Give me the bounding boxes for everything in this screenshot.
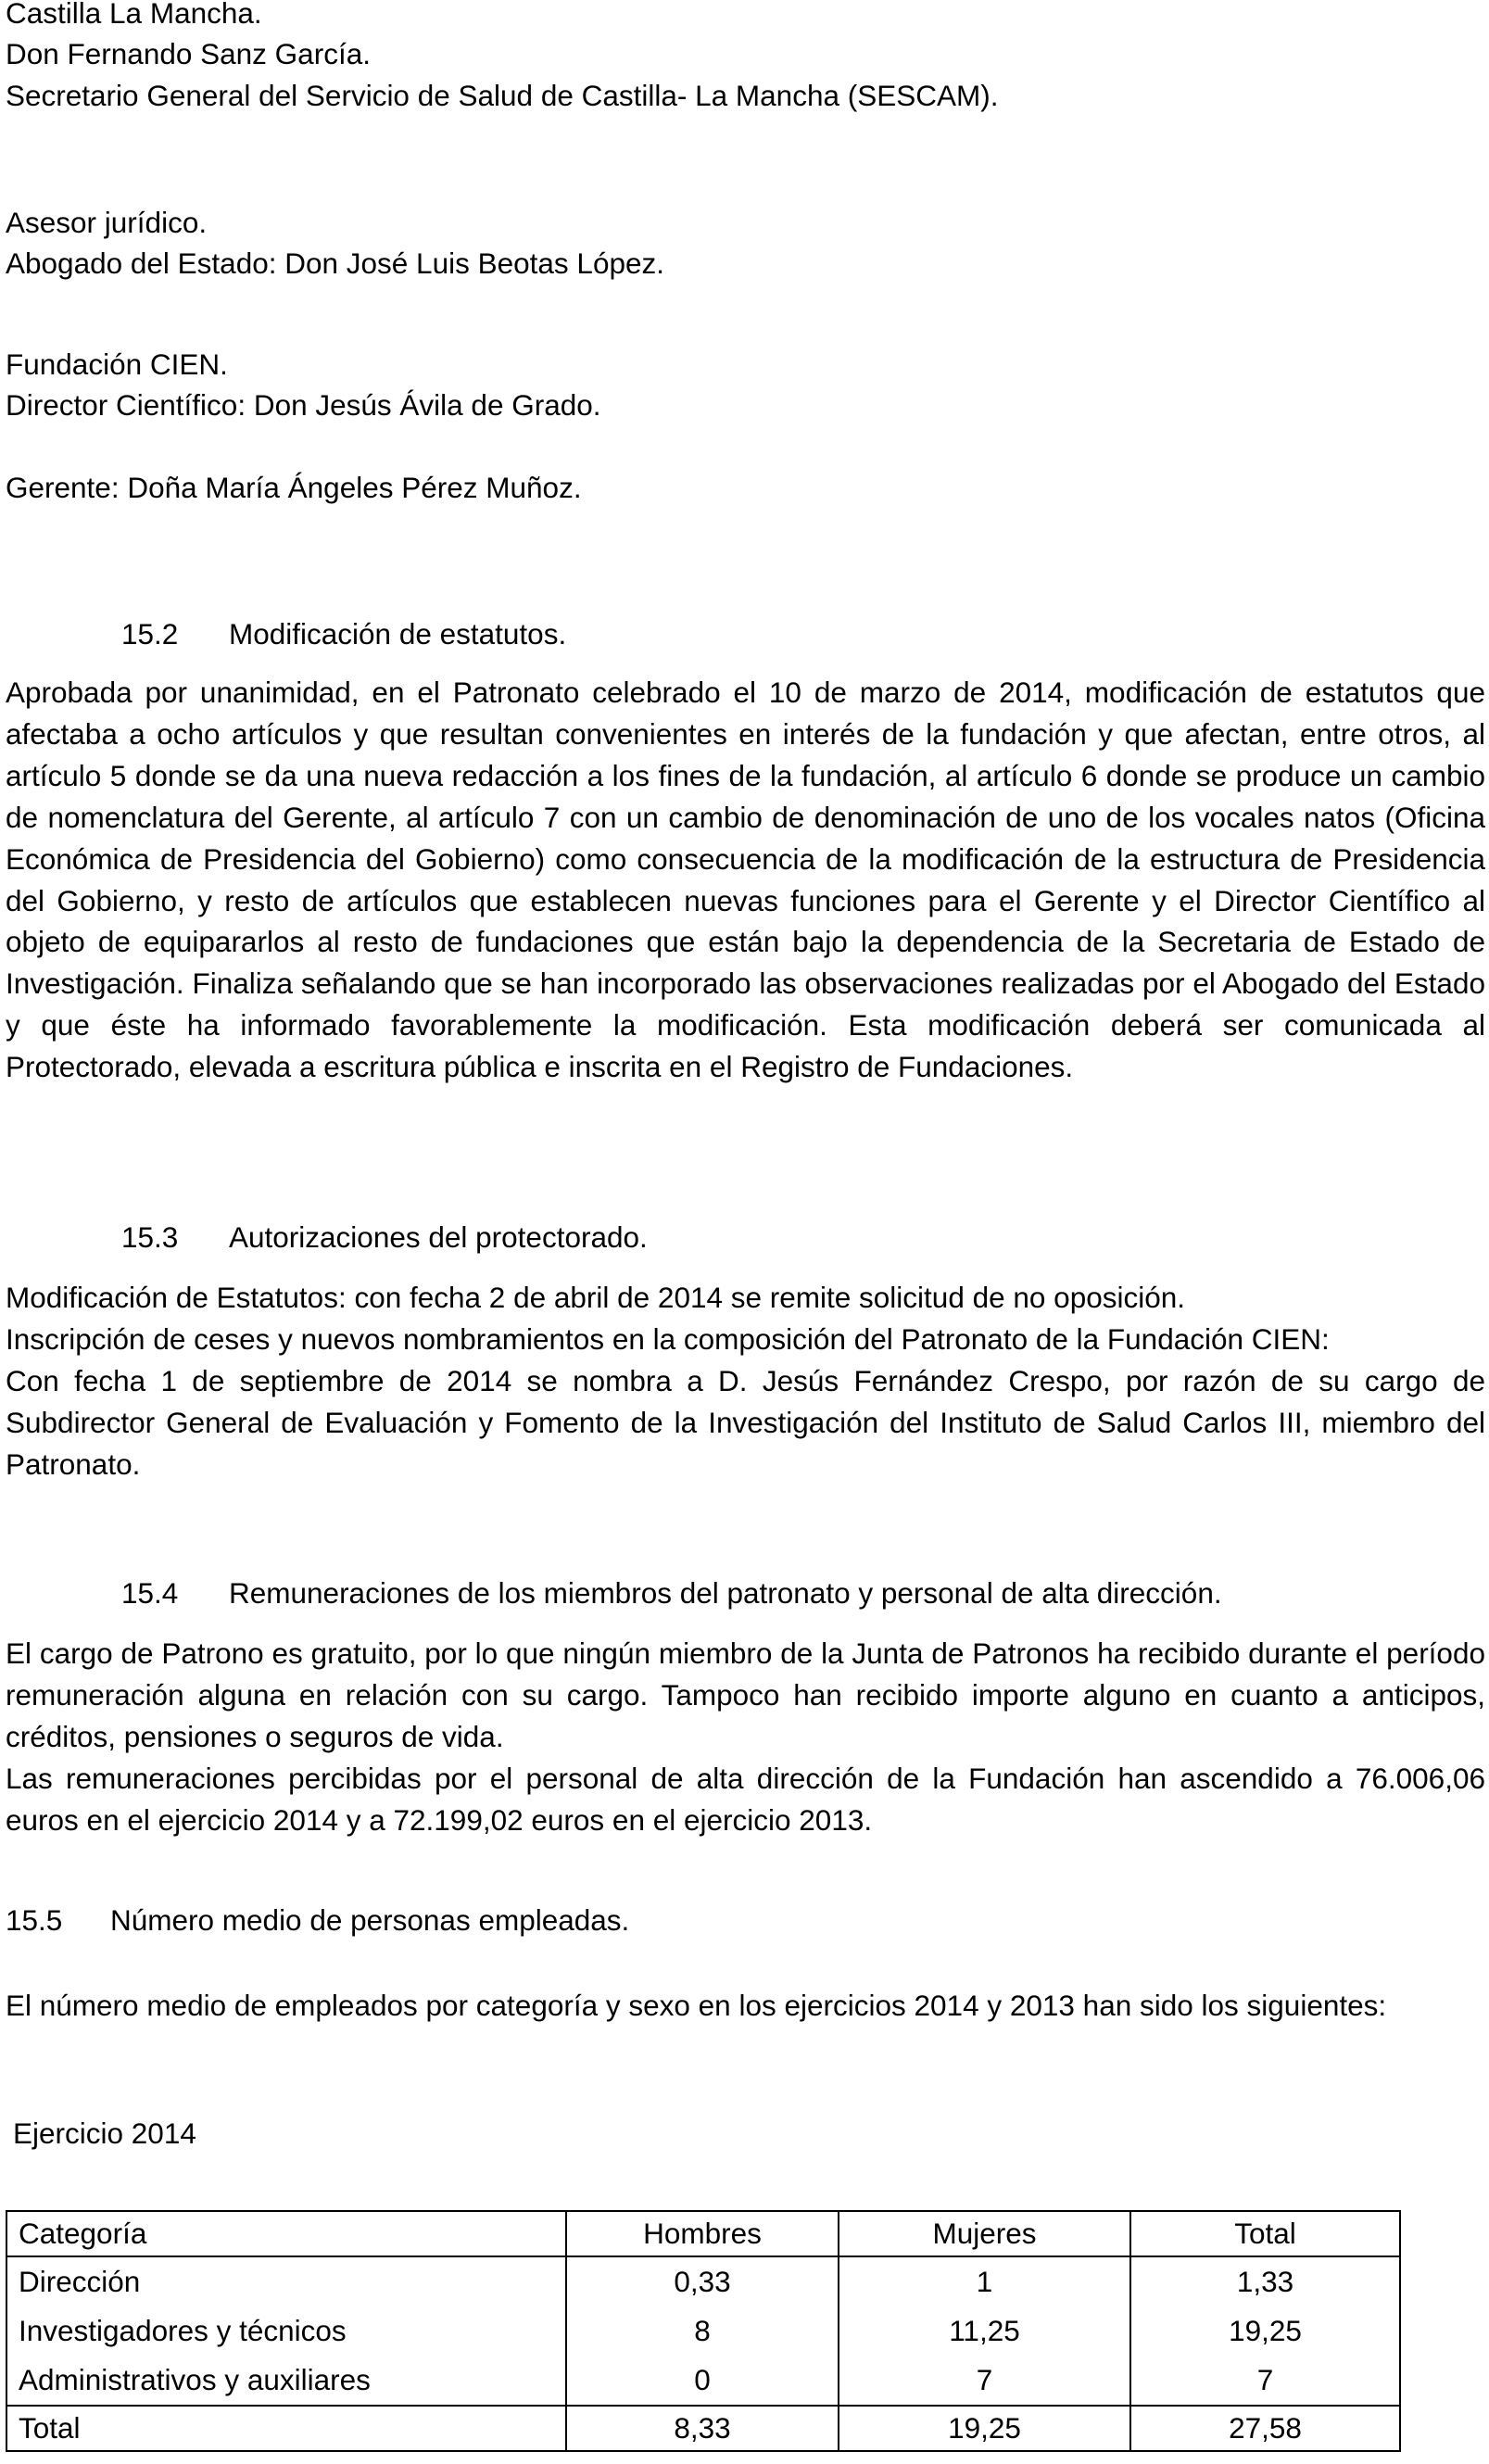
- table-header-cell: Total: [1130, 2211, 1400, 2256]
- paragraph-text: Modificación de Estatutos: con fecha 2 de abril de 2014 se remite solicitud de no oposición.: [6, 1281, 1186, 1314]
- table-cell: 1,33: [1130, 2256, 1400, 2306]
- employees-table: [6, 2210, 1401, 2452]
- paragraph: [6, 1277, 1485, 1485]
- table-cell: Dirección: [6, 2256, 566, 2306]
- table-header-row: [6, 2211, 1400, 2256]
- table-cell: Investigadores y técnicos: [6, 2306, 566, 2356]
- table-cell: 0: [566, 2356, 839, 2406]
- paragraph-text: Inscripción de ceses y nuevos nombramientos en la composición del Patronato de la Fundación CIEN:: [6, 1321, 1330, 1356]
- fundacion-title: Fundación CIEN.: [6, 347, 228, 381]
- section-title: Número medio de personas empleadas.: [110, 1903, 630, 1937]
- paragraph: [6, 1985, 1485, 2027]
- paragraph: [6, 672, 1485, 1088]
- table-header-cell: Mujeres: [839, 2211, 1130, 2256]
- paragraph: [6, 1633, 1485, 1841]
- section-title: Remuneraciones de los miembros del patronato y personal de alta dirección.: [229, 1576, 1222, 1610]
- table-cell: 0,33: [566, 2256, 839, 2306]
- table-total-cell: 8,33: [566, 2406, 839, 2451]
- fundacion-director: Director Científico: Don Jesús Ávila de Grado.: [6, 388, 601, 422]
- fundacion-gerente: Gerente: Doña María Ángeles Pérez Muñoz.: [6, 471, 582, 504]
- asesor-name: Abogado del Estado: Don José Luis Beotas López.: [6, 246, 664, 280]
- table-cell: 7: [839, 2356, 1130, 2406]
- paragraph-text: Con fecha 1 de septiembre de 2014 se nombra a D. Jesús Fernández Crespo, por razón de su cargo de Subdirector General de Evaluación y Fomento de la Investigación del Instituto de Salud Carlos III, miembro del Patronato.: [6, 1363, 1485, 1481]
- section-number: 15.5: [6, 1903, 63, 1937]
- table-row: [6, 2306, 1400, 2356]
- table-cell: Administrativos y auxiliares: [6, 2356, 566, 2406]
- section-title: Modificación de estatutos.: [229, 617, 567, 651]
- text-line: Don Fernando Sanz García.: [6, 37, 371, 70]
- table-cell: 7: [1130, 2356, 1400, 2406]
- section-title: Autorizaciones del protectorado.: [229, 1220, 648, 1254]
- table-total-cell: 19,25: [839, 2406, 1130, 2451]
- text-line: Secretario General del Servicio de Salud de Castilla- La Mancha (SESCAM).: [6, 79, 999, 112]
- section-number: 15.2: [121, 617, 179, 651]
- paragraph-text: Las remuneraciones percibidas por el personal de alta dirección de la Fundación han ascendido a 76.006,06 euros en el ejercicio 2014 y a 72.199,02 euros en el ejercicio 2013.: [6, 1761, 1485, 1837]
- section-number: 15.4: [121, 1576, 179, 1610]
- table-caption: Ejercicio 2014: [13, 2117, 196, 2150]
- table-row: [6, 2256, 1400, 2306]
- paragraph-text: Aprobada por unanimidad, en el Patronato celebrado el 10 de marzo de 2014, modificación de estatutos que afectaba a ocho artículos y que resultan convenientes en interés de la fundación y que afectan, entre otros, al artículo 5 donde se da una nueva redacción a los fines de la fundación, al artículo 6 donde se produce un cambio de nomenclatura del Gerente, al artículo 7 con un cambio de denominación de uno de los vocales natos (Oficina Económica de Presidencia del Gobierno) como consecuencia de la modificación de la estructura de Presidencia del Gobierno, y resto de artículos que establecen nuevas funciones para el Gerente y el Director Científico al objeto de equipararlos al resto de fundaciones que están bajo la dependencia de la Secretaria de Estado de Investigación. Finaliza señalando que se han incorporado las observaciones realizadas por el Abogado del Estado y que éste ha informado favorablemente la modificación. Esta modificación deberá ser comunicada al Protectorado, elevada a escritura pública e inscrita en el Registro de Fundaciones.: [6, 676, 1485, 1084]
- table-header-cell: Categoría: [6, 2211, 566, 2256]
- table-total-cell: 27,58: [1130, 2406, 1400, 2451]
- paragraph-text: El número medio de empleados por categoría y sexo en los ejercicios 2014 y 2013 han sido los siguientes:: [6, 1989, 1387, 2022]
- section-number: 15.3: [121, 1220, 179, 1254]
- text-line: Castilla La Mancha.: [6, 0, 262, 30]
- asesor-title: Asesor jurídico.: [6, 206, 208, 239]
- table-cell: 19,25: [1130, 2306, 1400, 2356]
- table-total-row: [6, 2406, 1400, 2451]
- table-total-cell: Total: [6, 2406, 566, 2451]
- table-cell: 1: [839, 2256, 1130, 2306]
- table-cell: 8: [566, 2306, 839, 2356]
- table-row: [6, 2356, 1400, 2406]
- table-cell: 11,25: [839, 2306, 1130, 2356]
- table-header-cell: Hombres: [566, 2211, 839, 2256]
- paragraph-text: El cargo de Patrono es gratuito, por lo que ningún miembro de la Junta de Patronos ha recibido durante el período remuneración alguna en relación con su cargo. Tampoco han recibido importe alguno en cuanto a anticipos, créditos, pensiones o seguros de vida.: [6, 1636, 1485, 1753]
